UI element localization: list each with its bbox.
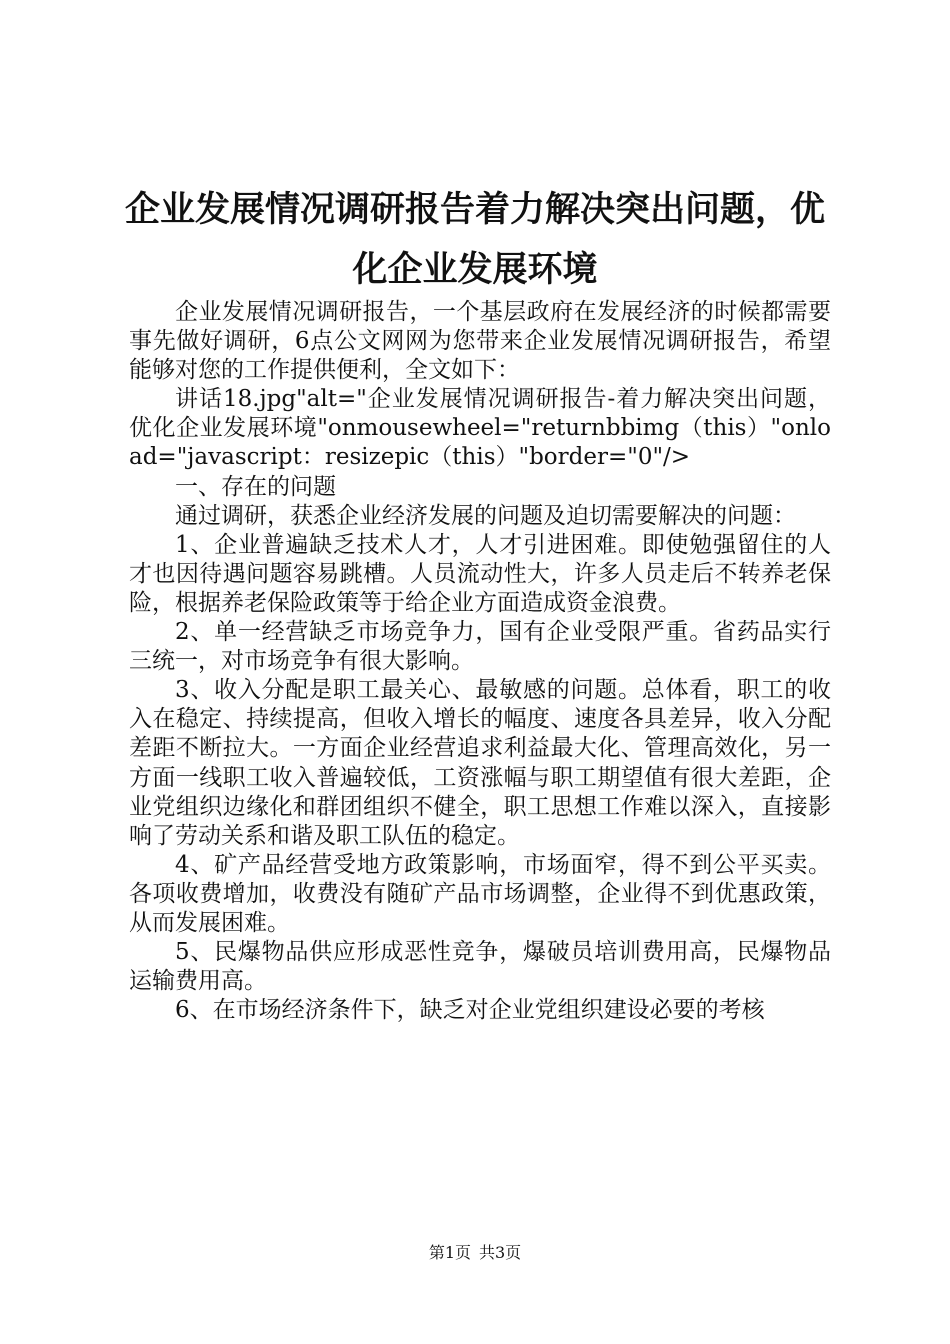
paragraph-item-2: 2、单一经营缺乏市场竞争力，国有企业受限严重。省药品实行三统一，对市场竞争有很大影响。 — [129, 619, 831, 675]
page-number: 第1页 — [428, 1243, 471, 1262]
page-footer — [0, 1243, 950, 1263]
paragraph-survey-findings: 通过调研，获悉企业经济发展的问题及迫切需要解决的问题： — [175, 502, 796, 529]
document-body — [129, 298, 831, 1025]
document-title: 企业发展情况调研报告着力解决突出问题，优化企业发展环境 — [124, 189, 825, 290]
section-heading-problems: 一、存在的问题 — [175, 473, 336, 500]
paragraph-intro: 企业发展情况调研报告，一个基层政府在发展经济的时候都需要事先做好调研，6点公文网网为您带来企业发展情况调研报告，希望能够对您的工作提供便利，全文如下： — [129, 299, 831, 384]
paragraph-item-4: 4、矿产品经营受地方政策影响，市场面窄，得不到公平买卖。各项收费增加，收费没有随矿产品市场调整，企业得不到优惠政策，从而发展困难。 — [129, 851, 831, 936]
paragraph-embedded-image-markup: 讲话18.jpg"alt="企业发展情况调研报告-着力解决突出问题，优化企业发展环境"onmousewheel="returnbbimg（this）"onload="javascript：resizepic（this）"border="0"/> — [129, 386, 831, 471]
paragraph-item-3: 3、收入分配是职工最关心、最敏感的问题。总体看，职工的收入在稳定、持续提高，但收入增长的幅度、速度各具差异，收入分配差距不断拉大。一方面企业经营追求利益最大化、管理高效化，另一方面一线职工收入普遍较低，工资涨幅与职工期望值有很大差距，企业党组织边缘化和群团组织不健全，职工思想工作难以深入，直接影响了劳动关系和谐及职工队伍的稳定。 — [129, 677, 831, 849]
page-total: 共3页 — [479, 1243, 522, 1262]
paragraph-item-1: 1、企业普遍缺乏技术人才，人才引进困难。即使勉强留住的人才也因待遇问题容易跳槽。人员流动性大，许多人员走后不转养老保险，根据养老保险政策等于给企业方面造成资金浪费。 — [129, 531, 831, 616]
paragraph-item-5: 5、民爆物品供应形成恶性竞争，爆破员培训费用高，民爆物品运输费用高。 — [129, 939, 831, 995]
paragraph-item-6: 6、在市场经济条件下，缺乏对企业党组织建设必要的考核 — [175, 997, 765, 1024]
